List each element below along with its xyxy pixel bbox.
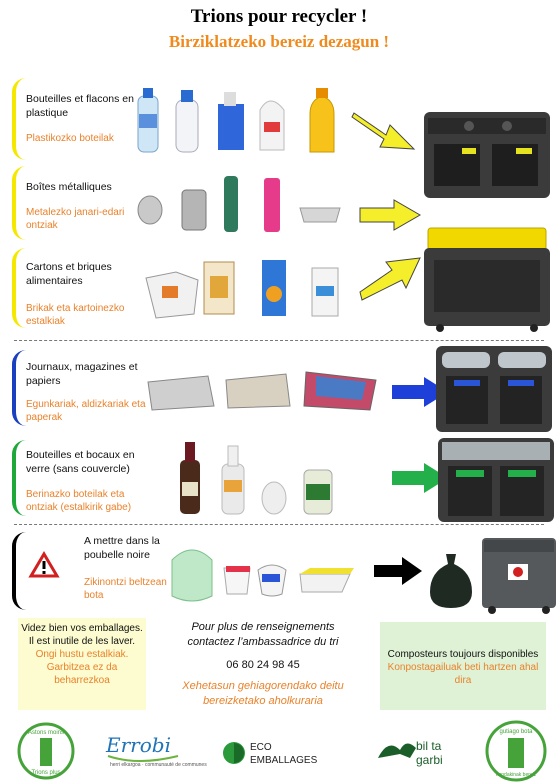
tip-eu-2: Garbitzea ez da beharrezkoa <box>46 662 118 686</box>
info-eu-1: Xehetasun gehiagorendako deitu <box>182 680 344 692</box>
section-label-glass-eu: Berinazko boteilak eta ontziak (estalkirik gabe) <box>26 489 132 513</box>
compost-fr: Composteurs toujours disponibles <box>387 649 539 660</box>
arrow-yellow-1 <box>352 105 416 155</box>
svg-text:herri elkargoa · communauté de: herri elkargoa · communauté de communes <box>110 762 207 768</box>
bin-black <box>482 538 556 614</box>
bin-green <box>438 438 554 522</box>
section-divider <box>14 340 544 341</box>
residual-products-image <box>166 540 366 604</box>
logo-gutiago-bota <box>484 720 548 782</box>
logo-errobi <box>102 728 207 772</box>
svg-text:bil ta: bil ta <box>416 739 442 753</box>
section-label-plastic: Bouteilles et flacons en plastique <box>26 93 134 119</box>
carton-products-image <box>140 254 360 320</box>
plastic-products-image <box>130 84 360 154</box>
section-label-black-eu: Zikinontzi beltzean bota <box>84 577 167 601</box>
section-bracket-papers <box>12 350 26 426</box>
eco-text-1: ECO <box>250 742 272 753</box>
trash-bag-image <box>426 548 476 610</box>
section-label-cartons: Cartons et briques alimentaires <box>26 261 112 287</box>
svg-text:Errobi: Errobi <box>106 733 171 757</box>
section-label-metal-eu: Metalezko janari-edari ontziak <box>26 207 125 231</box>
section-bracket-glass <box>12 440 26 516</box>
page-subtitle: Birziklatzeko bereiz dezagun ! <box>168 32 390 51</box>
compost-box <box>380 622 546 710</box>
section-bracket-plastic <box>12 78 26 160</box>
section-label-black: A mettre dans la poubelle noire <box>84 535 160 561</box>
warning-icon <box>30 552 58 578</box>
logo-eco-emballages <box>222 738 246 768</box>
page-title: Trions pour recycler ! <box>190 6 368 27</box>
logo-astons-moins <box>14 722 78 780</box>
info-line-1: Pour plus de renseignements <box>191 621 335 633</box>
info-line-2: contactez l’ambassadrice du tri <box>187 636 339 648</box>
metal-products-image <box>130 170 360 236</box>
section-label-plastic-eu: Plastikozko boteilak <box>26 133 114 144</box>
bin-yellow-large <box>424 224 550 332</box>
section-bracket-black <box>12 532 26 610</box>
paper-products-image <box>146 362 386 414</box>
section-label-papers-eu: Egunkariak, aldizkariak eta paperak <box>26 399 146 423</box>
section-label-glass: Bouteilles et bocaux en verre (sans couvercle) <box>26 449 135 475</box>
arrow-yellow-3 <box>358 252 424 302</box>
bin-yellow-lid-1 <box>424 112 550 198</box>
compost-eu: Konpostagailuak beti hartzen ahal dira <box>387 662 539 686</box>
section-divider-2 <box>14 524 544 525</box>
section-label-metal: Boîtes métalliques <box>26 181 112 193</box>
bin-blue <box>436 346 552 432</box>
svg-text:Trions plus: Trions plus <box>31 770 61 776</box>
section-bracket-metal <box>12 166 26 240</box>
tip-box-left <box>18 618 146 710</box>
tip-fr-1: Videz bien vos emballages. <box>21 623 143 634</box>
logo-bil-ta-garbi <box>374 728 454 776</box>
glass-products-image <box>176 440 346 516</box>
section-bracket-cartons <box>12 248 26 328</box>
info-phone: 06 80 24 98 45 <box>226 659 300 671</box>
arrow-yellow-2 <box>358 198 422 232</box>
section-label-papers: Journaux, magazines et papiers <box>26 361 138 387</box>
svg-text:gutiago bota: gutiago bota <box>499 729 533 735</box>
svg-text:garbi: garbi <box>416 753 443 767</box>
tip-fr-2: Il est inutile de les laver. <box>28 636 136 647</box>
tip-eu-1: Ongi hustu estalkiak. <box>35 649 129 660</box>
svg-text:hondakinak bereiz: hondakinak bereiz <box>495 772 537 778</box>
section-label-cartons-eu: Brikak eta kartoinezko estalkiak <box>26 303 125 327</box>
info-eu-2: bereizketako aholkuraria <box>203 695 323 707</box>
info-box <box>158 620 368 714</box>
eco-text-2: EMBALLAGES <box>250 755 318 766</box>
arrow-black <box>372 556 424 586</box>
svg-text:Astons moins: Astons moins <box>27 730 65 736</box>
